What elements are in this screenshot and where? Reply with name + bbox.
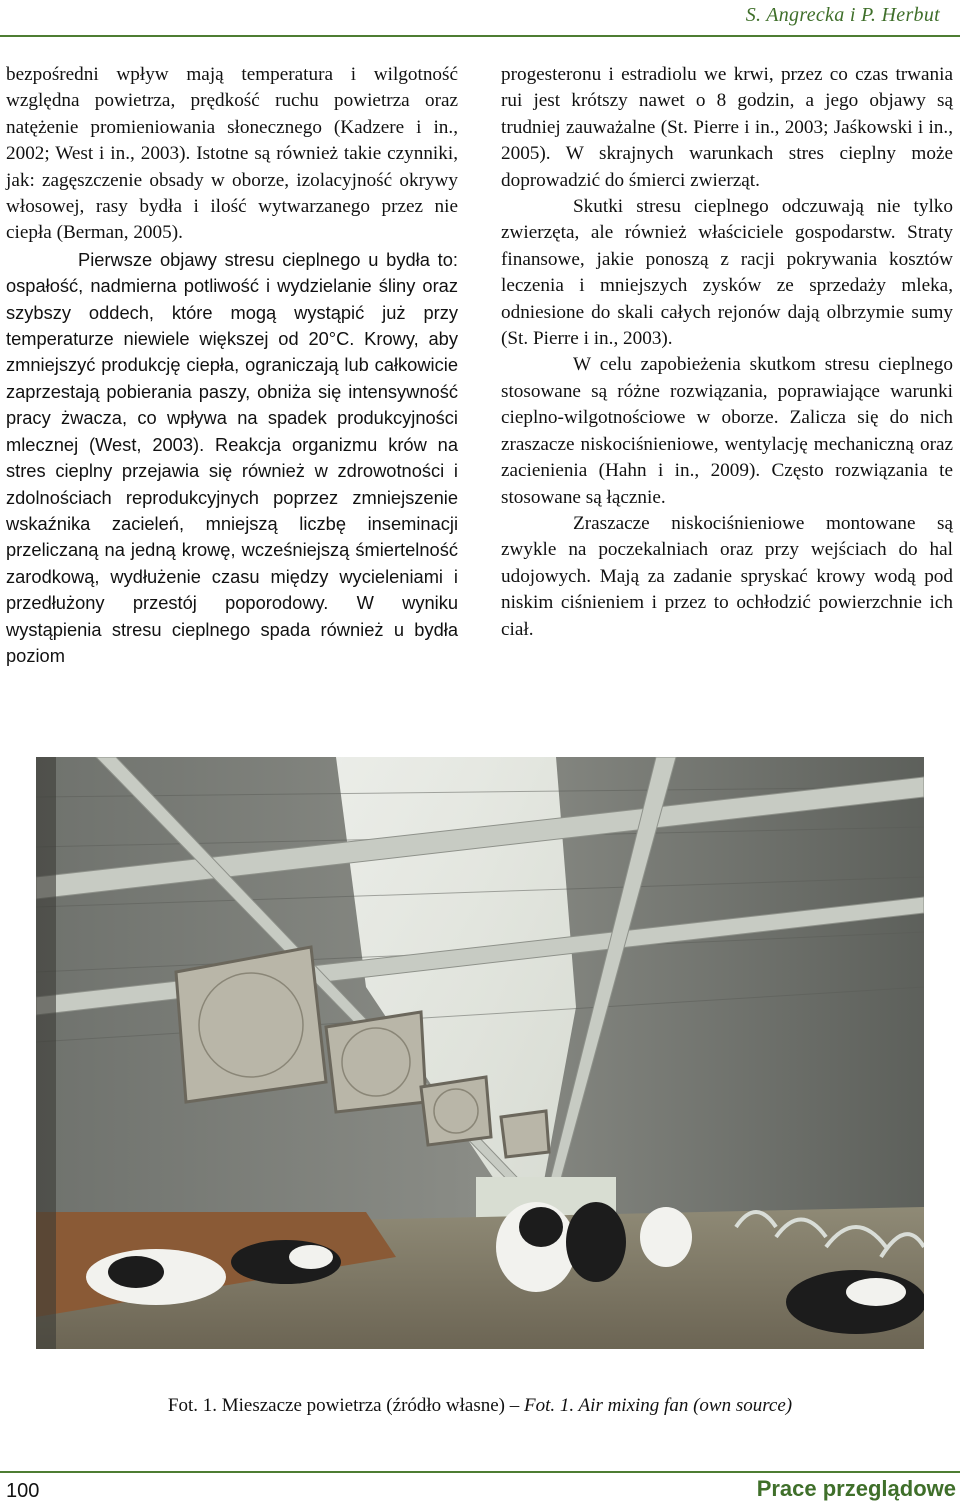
running-header-authors: S. Angrecka i P. Herbut [745,4,940,26]
paragraph: Skutki stresu cieplnego odczuwają nie tylko zwierzęta, ale również właściciele gospodarstw. Straty finansowe, jakie ponoszą z racji pokrywania kosztów leczenia i mniejszych zysków ze sprzedaży mleka, odniesione do skali całych rejonów dają olbrzymie sumy (St. Pierre i in., 2003). [501,196,953,350]
journal-section-label: Prace przeglądowe [756,1476,956,1501]
left-text-column [6,62,458,669]
caption-dash: – [509,1395,520,1416]
paragraph: W celu zapobieżenia skutkom stresu cieplnego stosowane są różne rozwiązania, poprawiające warunki cieplno-wilgotnościowe w oborze. Zalicza się do nich zraszacze niskociśnieniowe, wentylację mechaniczną oraz zacienienia (Hahn i in., 2009). Często rozwiązania te stosowane są łącznie. [501,354,953,508]
right-text-column [501,62,953,643]
paragraph: Pierwsze objawy stresu cieplnego u bydła to: ospałość, nadmierna potliwość i wydzielanie śliny oraz szybszy oddech, które mogą wystąpić już przy temperaturze niewiele większej od 20°C. Krowy, aby zmniejszyć produkcję ciepła, ograniczają lub całkowicie zaprzestają pobierania paszy, obniża się intensywność pracy żwacza, co wpływa na spadek produkcyjności mlecznej (West, 2003). Reakcja organizmu krów na stres cieplny przejawia się również w zdrowotności i zdolnościach reprodukcyjnych poprzez zmniejszenie wskaźnika zacieleń, mniejszą liczbę inseminacji przeliczaną na jedną krowę, wcześniejszą śmiertelność zarodkową, wydłużenie czasu między wycieleniami i przedłużony przestój poporodowy. W wyniku wystąpienia stresu cieplnego spada również u bydła poziom [6,248,458,666]
caption-english: Fot. 1. Air mixing fan (own source) [524,1395,793,1416]
paragraph: Zraszacze niskociśnieniowe montowane są zwykle na poczekalniach oraz przy wejściach do hal udojowych. Mają za zadanie spryskać krowy wodą pod niskim ciśnieniem i przez to ochłodzić powierzchnie ich ciał. [501,512,953,640]
page-number: 100 [6,1480,40,1502]
header-divider [0,35,960,37]
paragraph: progesteronu i estradiolu we krwi, przez co czas trwania rui jest krótszy nawet o 8 godzin, a jego objawy są trudniej zauważalne (St. Pierre i in., 2003; Jaśkowski i in., 2005). W skrajnych warunkach stres cieplny może doprowadzić do śmierci zwierząt. [501,64,953,191]
figure-caption [0,1395,960,1417]
paragraph: bezpośredni wpływ mają temperatura i wilgotność względna powietrza, prędkość ruchu powietrza oraz natężenie promieniowania słonecznego (Kadzere i in., 2002; West i in., 2003). Istotne są również takie czynniki, jak: zagęszczenie obsady w oborze, izolacyjność okrywy włosowej, rasy bydła i ilość wytwarzanego przez nie ciepła (Berman, 2005). [6,64,458,244]
footer-divider [0,1471,960,1473]
caption-polish: Fot. 1. Mieszacze powietrza (źródło własne) [167,1395,506,1416]
barn-fans-photo [36,757,924,1349]
